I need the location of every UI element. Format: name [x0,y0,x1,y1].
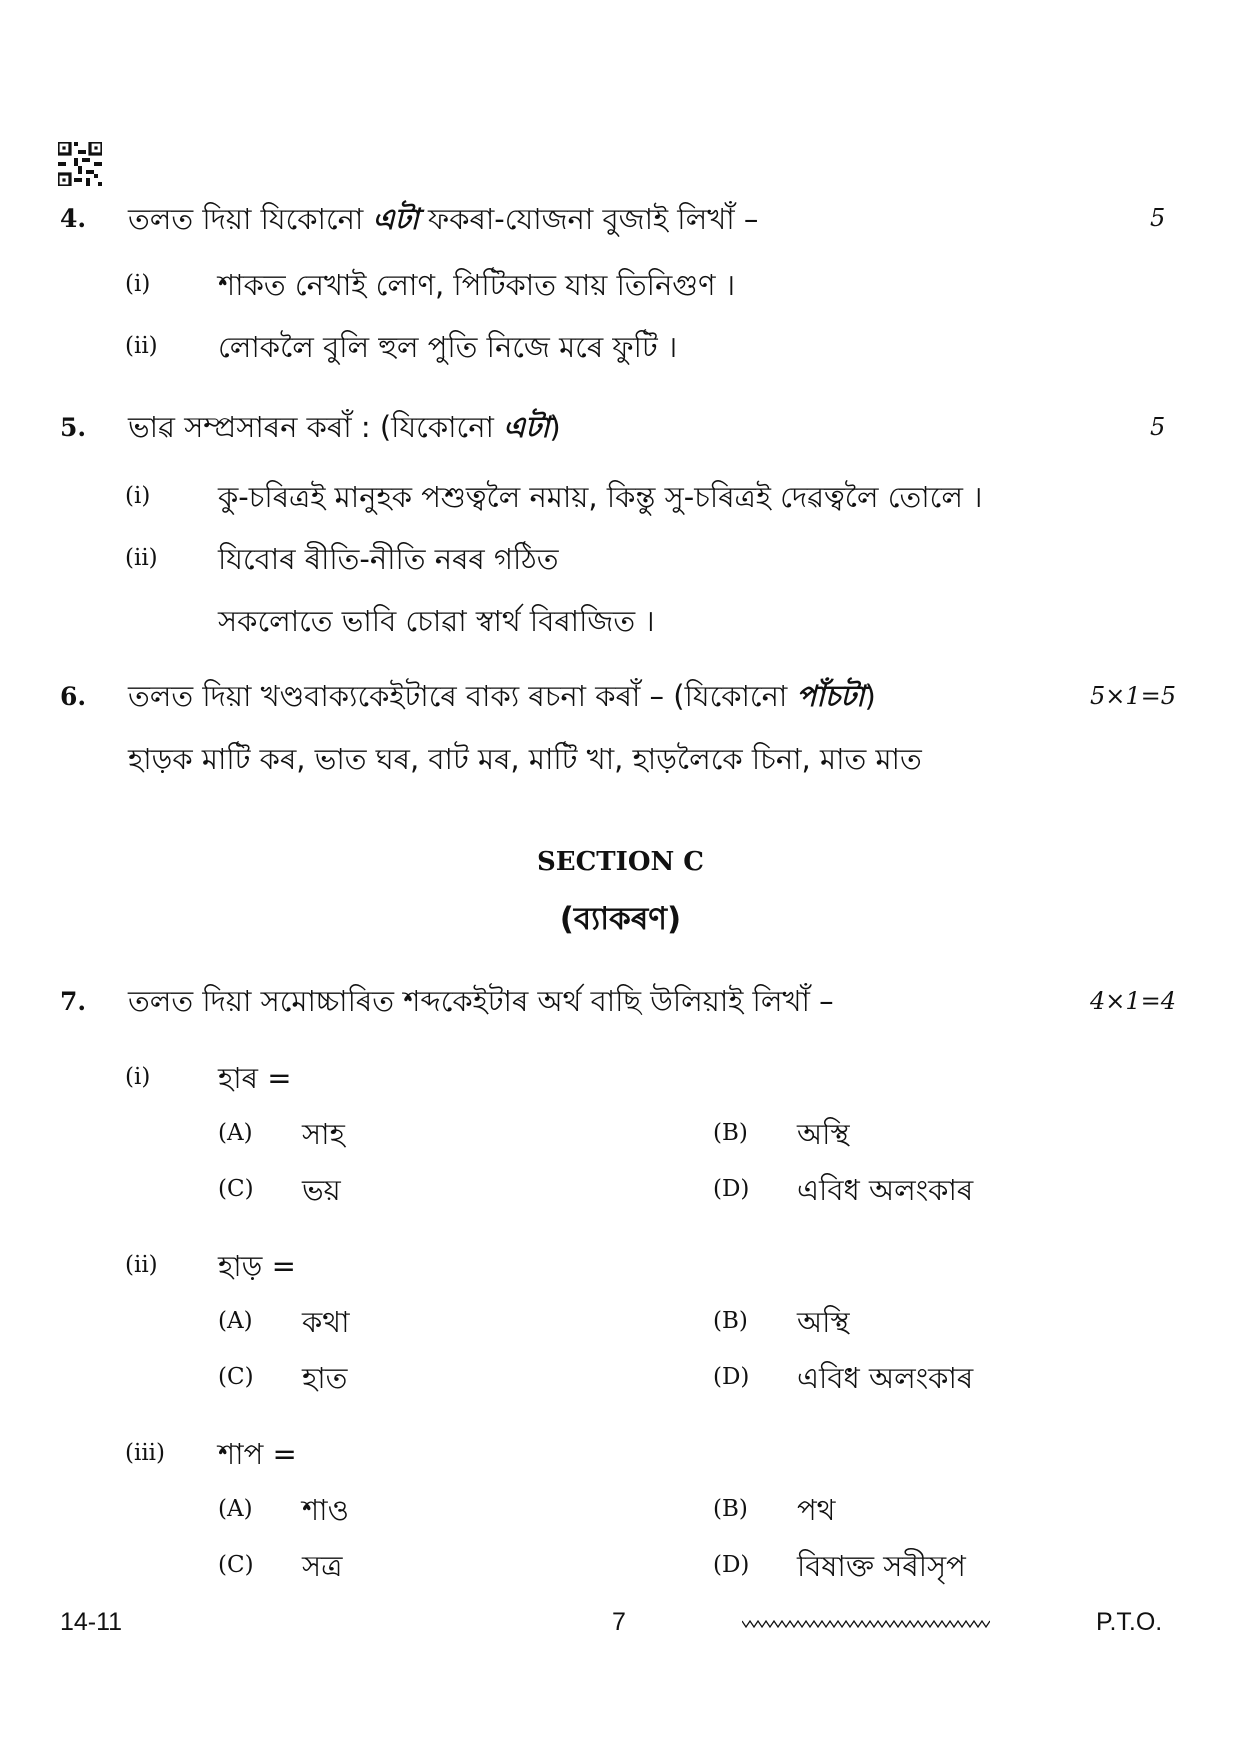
question-number: 6. [60,682,87,711]
option-text: হাত [302,1361,348,1395]
option-label: (B) [713,1120,748,1146]
option-label: (C) [218,1364,254,1390]
sub-item-text: যিবোৰ ৰীতি-নীতি নৰৰ গঠিত [218,542,559,576]
question-number: 5. [60,413,87,442]
question-marks: 4×1=4 [1090,987,1177,1015]
option-text: অস্থি [797,1117,850,1151]
question-text: তলত দিয়া খণ্ডবাক্যকেইটাৰে বাক্য ৰচনা কৰাঁ – (যিকোনো পাঁচটা) [128,679,876,713]
section-subtitle: (ব্যাকৰণ) [559,901,682,937]
option-label: (A) [218,1496,253,1522]
wavy-line-decoration [742,1618,990,1630]
option-label: (D) [713,1176,750,1202]
question-text: তলত দিয়া সমোচ্চাৰিত শব্দকেইটাৰ অৰ্থ বাছি উলিয়াই লিখাঁ – [128,984,834,1018]
option-label: (B) [713,1496,748,1522]
option-text: পথ [797,1493,836,1527]
question-marks: 5×1=5 [1090,682,1177,710]
option-label: (D) [713,1364,750,1390]
phrase-list: হাড়ক মাটি কৰ, ভাত ঘৰ, বাট মৰ, মাটি খা, হাড়লৈকে চিনা, মাত মাত [128,742,922,776]
option-text: অস্থি [797,1305,850,1339]
option-text: বিষাক্ত সৰীসৃপ [797,1549,966,1583]
sub-item-label: (i) [125,271,151,297]
question-text: তলত দিয়া যিকোনো এটা ফকৰা-যোজনা বুজাই লিখাঁ – [128,202,759,236]
option-label: (B) [713,1308,748,1334]
question-text: ভাৱ সম্প্ৰসাৰন কৰাঁ : (যিকোনো এটা) [128,410,561,444]
sub-item-text: লোকলৈ বুলি হুল পুতি নিজে মৰে ফুটি । [218,330,678,364]
question-marks: 5 [1150,204,1166,232]
option-label: (A) [218,1308,253,1334]
sub-item-word: শাপ = [218,1437,297,1471]
option-label: (C) [218,1552,254,1578]
sub-item-text: শাকত নেখাই লোণ, পিটিকাত যায় তিনিগুণ । [218,268,736,302]
option-text: কথা [302,1305,350,1339]
option-text: এবিধ অলংকাৰ [797,1361,974,1395]
sub-item-label: (i) [125,483,151,509]
emphasis-text: এটা [503,410,550,444]
option-text: ভয় [302,1173,341,1207]
option-text: সাহ [302,1117,345,1151]
paper-code: 14-11 [60,1608,123,1636]
qr-code-icon [58,142,102,186]
sub-item-text: সকলোতে ভাবি চোৱা স্বাৰ্থ বিৰাজিত । [218,604,655,638]
emphasis-text: এটা [372,202,419,236]
option-text: শাও [302,1493,349,1527]
question-number: 7. [60,987,87,1016]
option-text: এবিধ অলংকাৰ [797,1173,974,1207]
sub-item-word: হাড় = [218,1249,296,1283]
emphasis-text: পাঁচটা [796,679,865,713]
question-marks: 5 [1150,413,1166,441]
sub-item-label: (ii) [125,545,158,571]
sub-item-label: (ii) [125,333,158,359]
sub-item-word: হাৰ = [218,1061,292,1095]
sub-item-label: (ii) [125,1252,158,1278]
please-turn-over: P.T.O. [1096,1608,1163,1636]
sub-item-label: (iii) [125,1440,166,1466]
sub-item-text: কু-চৰিত্ৰই মানুহক পশুত্বলৈ নমায়, কিন্তু সু-চৰিত্ৰই দেৱত্বলৈ তোলে । [218,480,983,514]
page-number: 7 [612,1608,626,1636]
option-label: (D) [713,1552,750,1578]
section-title: SECTION C [537,847,704,877]
option-text: সত্ৰ [302,1549,343,1583]
question-number: 4. [60,204,87,233]
sub-item-label: (i) [125,1064,151,1090]
option-label: (A) [218,1120,253,1146]
option-label: (C) [218,1176,254,1202]
